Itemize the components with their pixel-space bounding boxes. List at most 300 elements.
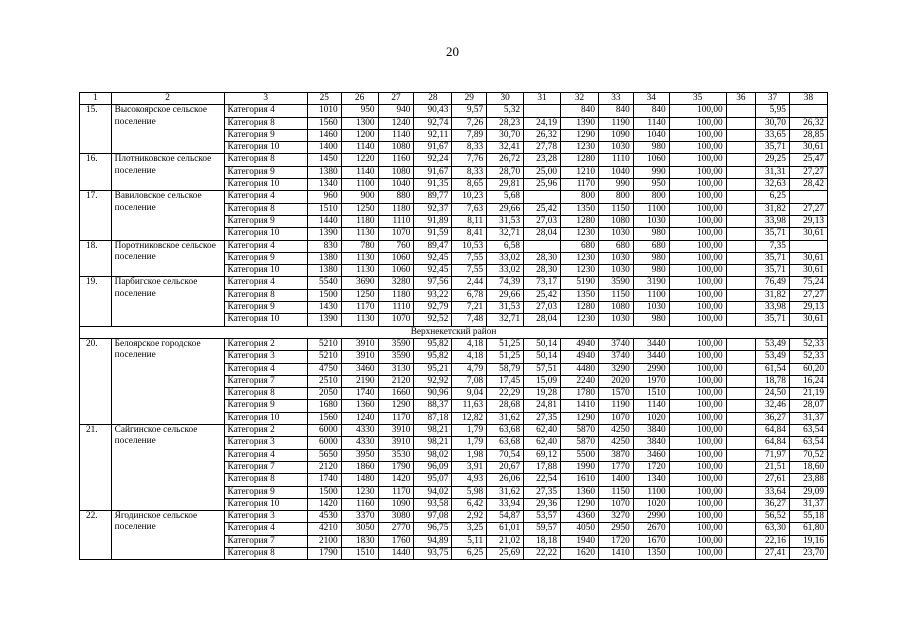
- value-cell: [524, 240, 561, 252]
- value-cell: 100,00: [669, 338, 726, 350]
- column-header: 36: [726, 93, 756, 105]
- value-cell: 31,31: [756, 166, 790, 178]
- value-cell: 30,70: [487, 129, 524, 141]
- value-cell: 51,25: [487, 351, 524, 363]
- value-cell: 29,66: [487, 289, 524, 301]
- value-cell: 90,96: [414, 388, 452, 400]
- category-cell: Категория 10: [224, 265, 307, 277]
- value-cell: 1760: [378, 535, 414, 547]
- value-cell: 98,21: [414, 437, 452, 449]
- category-cell: Категория 3: [224, 437, 307, 449]
- value-cell: 1300: [341, 117, 378, 129]
- value-cell: 100,00: [669, 363, 726, 375]
- category-cell: Категория 10: [224, 314, 307, 326]
- value-cell: 23,28: [524, 154, 561, 166]
- value-cell: 5190: [561, 277, 599, 289]
- value-cell: 15,09: [524, 375, 561, 387]
- value-cell: 8,11: [452, 215, 487, 227]
- value-cell: 3460: [633, 449, 669, 461]
- value-cell: 53,57: [524, 511, 561, 523]
- value-cell: 95,82: [414, 351, 452, 363]
- value-cell: 87,18: [414, 412, 452, 424]
- value-cell: 18,60: [789, 461, 827, 473]
- value-cell: 3910: [341, 351, 378, 363]
- value-cell: 92,79: [414, 302, 452, 314]
- value-cell: 19,16: [789, 535, 827, 547]
- value-cell: 1140: [341, 142, 378, 154]
- value-cell: 100,00: [669, 498, 726, 510]
- value-cell: 1080: [378, 166, 414, 178]
- value-cell: 30,61: [789, 252, 827, 264]
- value-cell: 3270: [598, 511, 633, 523]
- value-cell: 1290: [378, 400, 414, 412]
- value-cell: 97,08: [414, 511, 452, 523]
- value-cell: 24,19: [524, 117, 561, 129]
- category-cell: Категория 4: [224, 277, 307, 289]
- value-cell: 1450: [307, 154, 341, 166]
- value-cell: 3590: [598, 277, 633, 289]
- value-cell: 74,39: [487, 277, 524, 289]
- value-cell: 3,25: [452, 523, 487, 535]
- value-cell: 91,67: [414, 142, 452, 154]
- region-title: Верхнекетский район: [80, 326, 828, 338]
- value-cell: 4,18: [452, 351, 487, 363]
- value-cell: 1170: [378, 412, 414, 424]
- value-cell: 61,54: [756, 363, 790, 375]
- value-cell: 1570: [598, 388, 633, 400]
- value-cell: 32,46: [756, 400, 790, 412]
- value-cell: 2510: [307, 375, 341, 387]
- value-cell: 100,00: [669, 351, 726, 363]
- value-cell: 5210: [307, 338, 341, 350]
- value-cell: 32,63: [756, 179, 790, 191]
- value-cell: 91,35: [414, 179, 452, 191]
- value-cell: 61,80: [789, 523, 827, 535]
- value-cell: 100,00: [669, 265, 726, 277]
- value-cell: 830: [307, 240, 341, 252]
- value-cell: 880: [378, 191, 414, 203]
- value-cell: 8,65: [452, 179, 487, 191]
- category-cell: Категория 3: [224, 511, 307, 523]
- value-cell: 100,00: [669, 203, 726, 215]
- value-cell: 1130: [341, 265, 378, 277]
- value-cell: 800: [633, 191, 669, 203]
- value-cell: 980: [633, 265, 669, 277]
- value-cell: 5870: [561, 425, 599, 437]
- value-cell: [726, 240, 756, 252]
- value-cell: 1280: [561, 215, 599, 227]
- value-cell: 1070: [598, 498, 633, 510]
- value-cell: 2100: [307, 535, 341, 547]
- value-cell: 56,52: [756, 511, 790, 523]
- value-cell: 25,42: [524, 203, 561, 215]
- value-cell: [726, 265, 756, 277]
- value-cell: 1180: [341, 215, 378, 227]
- settlement-name: Парбигское сельское поселение: [111, 277, 224, 326]
- value-cell: 54,87: [487, 511, 524, 523]
- value-cell: 1090: [598, 129, 633, 141]
- value-cell: 1170: [378, 486, 414, 498]
- value-cell: 21,51: [756, 461, 790, 473]
- column-header: 27: [378, 93, 414, 105]
- value-cell: 7,55: [452, 265, 487, 277]
- value-cell: 7,35: [756, 240, 790, 252]
- value-cell: 35,71: [756, 228, 790, 240]
- value-cell: 1090: [378, 498, 414, 510]
- value-cell: 6000: [307, 437, 341, 449]
- value-cell: 63,68: [487, 437, 524, 449]
- value-cell: 28,23: [487, 117, 524, 129]
- category-cell: Категория 8: [224, 547, 307, 559]
- value-cell: 980: [633, 228, 669, 240]
- value-cell: 27,03: [524, 302, 561, 314]
- value-cell: 69,12: [524, 449, 561, 461]
- value-cell: 1290: [561, 412, 599, 424]
- value-cell: 3590: [378, 351, 414, 363]
- category-cell: Категория 9: [224, 129, 307, 141]
- value-cell: 30,70: [756, 117, 790, 129]
- value-cell: 1970: [633, 375, 669, 387]
- value-cell: 100,00: [669, 105, 726, 117]
- value-cell: 97,56: [414, 277, 452, 289]
- value-cell: 680: [561, 240, 599, 252]
- value-cell: 1160: [378, 154, 414, 166]
- value-cell: 26,72: [487, 154, 524, 166]
- value-cell: 95,21: [414, 363, 452, 375]
- value-cell: 7,26: [452, 117, 487, 129]
- value-cell: 1150: [598, 289, 633, 301]
- row-number: 17.: [80, 191, 112, 240]
- value-cell: 1060: [633, 154, 669, 166]
- value-cell: 1150: [598, 486, 633, 498]
- value-cell: 2,44: [452, 277, 487, 289]
- value-cell: 1940: [561, 535, 599, 547]
- column-header: 37: [756, 93, 790, 105]
- value-cell: 100,00: [669, 129, 726, 141]
- value-cell: 1830: [341, 535, 378, 547]
- value-cell: 1350: [561, 203, 599, 215]
- value-cell: 58,79: [487, 363, 524, 375]
- value-cell: 6,25: [756, 191, 790, 203]
- value-cell: 7,63: [452, 203, 487, 215]
- value-cell: 31,62: [487, 486, 524, 498]
- value-cell: 26,32: [789, 117, 827, 129]
- value-cell: 1420: [378, 474, 414, 486]
- value-cell: 2770: [378, 523, 414, 535]
- value-cell: 1230: [561, 265, 599, 277]
- value-cell: 33,64: [756, 486, 790, 498]
- value-cell: 1160: [341, 498, 378, 510]
- header-row: [80, 93, 828, 105]
- value-cell: 64,84: [756, 425, 790, 437]
- value-cell: 1620: [561, 547, 599, 559]
- value-cell: 1670: [633, 535, 669, 547]
- value-cell: 2240: [561, 375, 599, 387]
- value-cell: 25,96: [524, 179, 561, 191]
- value-cell: 33,94: [487, 498, 524, 510]
- settlement-name: Белоярское городское поселение: [111, 338, 224, 424]
- value-cell: 3910: [378, 437, 414, 449]
- value-cell: 1280: [561, 302, 599, 314]
- value-cell: [726, 166, 756, 178]
- value-cell: 29,81: [487, 179, 524, 191]
- value-cell: 25,69: [487, 547, 524, 559]
- value-cell: 9,04: [452, 388, 487, 400]
- value-cell: [726, 351, 756, 363]
- value-cell: 1740: [341, 388, 378, 400]
- value-cell: 1500: [307, 486, 341, 498]
- category-cell: Категория 4: [224, 363, 307, 375]
- value-cell: [524, 191, 561, 203]
- value-cell: 53,49: [756, 351, 790, 363]
- value-cell: 3050: [341, 523, 378, 535]
- table-row: [80, 191, 828, 203]
- settlement-name: Плотниковское сельское поселение: [111, 154, 224, 191]
- category-cell: Категория 4: [224, 240, 307, 252]
- value-cell: 6,42: [452, 498, 487, 510]
- value-cell: 4250: [598, 437, 633, 449]
- value-cell: 100,00: [669, 240, 726, 252]
- value-cell: [726, 437, 756, 449]
- value-cell: 100,00: [669, 547, 726, 559]
- value-cell: 3370: [341, 511, 378, 523]
- category-cell: Категория 10: [224, 142, 307, 154]
- value-cell: 100,00: [669, 474, 726, 486]
- value-cell: 100,00: [669, 215, 726, 227]
- value-cell: 1240: [378, 117, 414, 129]
- value-cell: [726, 314, 756, 326]
- category-cell: Категория 9: [224, 166, 307, 178]
- value-cell: 94,89: [414, 535, 452, 547]
- value-cell: 1030: [633, 215, 669, 227]
- column-header: 1: [80, 93, 112, 105]
- value-cell: 960: [307, 191, 341, 203]
- value-cell: 22,22: [524, 547, 561, 559]
- value-cell: 57,51: [524, 363, 561, 375]
- value-cell: [726, 105, 756, 117]
- table-row: [80, 277, 828, 289]
- value-cell: [726, 449, 756, 461]
- value-cell: [726, 486, 756, 498]
- value-cell: 1360: [561, 486, 599, 498]
- category-cell: Категория 8: [224, 117, 307, 129]
- value-cell: 100,00: [669, 191, 726, 203]
- column-header: 28: [414, 93, 452, 105]
- column-header: 35: [669, 93, 726, 105]
- value-cell: 5870: [561, 437, 599, 449]
- value-cell: 28,42: [789, 179, 827, 191]
- value-cell: 98,02: [414, 449, 452, 461]
- value-cell: 22,16: [756, 535, 790, 547]
- value-cell: [726, 228, 756, 240]
- value-cell: 780: [341, 240, 378, 252]
- value-cell: 1230: [561, 142, 599, 154]
- value-cell: 1740: [307, 474, 341, 486]
- column-header: 25: [307, 93, 341, 105]
- value-cell: 1030: [598, 142, 633, 154]
- value-cell: 100,00: [669, 437, 726, 449]
- value-cell: 1230: [561, 228, 599, 240]
- value-cell: 33,02: [487, 252, 524, 264]
- value-cell: 1390: [561, 117, 599, 129]
- value-cell: 100,00: [669, 277, 726, 289]
- value-cell: 31,53: [487, 215, 524, 227]
- category-cell: Категория 8: [224, 154, 307, 166]
- value-cell: 980: [633, 142, 669, 154]
- category-cell: Категория 4: [224, 191, 307, 203]
- value-cell: 27,03: [524, 215, 561, 227]
- value-cell: 29,09: [789, 486, 827, 498]
- value-cell: 6,25: [452, 547, 487, 559]
- category-cell: Категория 8: [224, 388, 307, 400]
- value-cell: [726, 412, 756, 424]
- value-cell: 3910: [378, 425, 414, 437]
- value-cell: 18,78: [756, 375, 790, 387]
- column-header: 29: [452, 93, 487, 105]
- value-cell: 3530: [378, 449, 414, 461]
- value-cell: 29,13: [789, 215, 827, 227]
- value-cell: 3130: [378, 363, 414, 375]
- value-cell: 24,81: [524, 400, 561, 412]
- value-cell: 26,32: [524, 129, 561, 141]
- value-cell: 3280: [378, 277, 414, 289]
- value-cell: 100,00: [669, 511, 726, 523]
- value-cell: 1,79: [452, 425, 487, 437]
- value-cell: [726, 474, 756, 486]
- value-cell: 680: [598, 240, 633, 252]
- value-cell: 4,79: [452, 363, 487, 375]
- value-cell: 4330: [341, 425, 378, 437]
- value-cell: 1410: [561, 400, 599, 412]
- row-number: 19.: [80, 277, 112, 326]
- value-cell: 4480: [561, 363, 599, 375]
- value-cell: 63,54: [789, 437, 827, 449]
- value-cell: 1100: [633, 289, 669, 301]
- column-header: 26: [341, 93, 378, 105]
- value-cell: 6,78: [452, 289, 487, 301]
- value-cell: 92,24: [414, 154, 452, 166]
- value-cell: 1060: [378, 265, 414, 277]
- value-cell: 96,75: [414, 523, 452, 535]
- column-header: 31: [524, 93, 561, 105]
- value-cell: 840: [561, 105, 599, 117]
- value-cell: 1080: [598, 302, 633, 314]
- value-cell: [726, 498, 756, 510]
- value-cell: 840: [598, 105, 633, 117]
- value-cell: [789, 191, 827, 203]
- value-cell: 4530: [307, 511, 341, 523]
- value-cell: 5,11: [452, 535, 487, 547]
- value-cell: 27,27: [789, 203, 827, 215]
- value-cell: 840: [633, 105, 669, 117]
- category-cell: Категория 8: [224, 474, 307, 486]
- value-cell: 1070: [378, 228, 414, 240]
- category-cell: Категория 10: [224, 412, 307, 424]
- value-cell: 6,58: [487, 240, 524, 252]
- value-cell: [726, 400, 756, 412]
- value-cell: 1680: [307, 400, 341, 412]
- value-cell: 100,00: [669, 166, 726, 178]
- value-cell: 90,43: [414, 105, 452, 117]
- value-cell: 1070: [598, 412, 633, 424]
- settlement-name: Поротниковское сельское поселение: [111, 240, 224, 277]
- value-cell: 5650: [307, 449, 341, 461]
- table-row: [80, 425, 828, 437]
- value-cell: [726, 179, 756, 191]
- value-cell: 1070: [378, 314, 414, 326]
- value-cell: 1860: [341, 461, 378, 473]
- value-cell: [726, 425, 756, 437]
- value-cell: 1230: [341, 486, 378, 498]
- value-cell: 100,00: [669, 486, 726, 498]
- value-cell: 1280: [561, 154, 599, 166]
- value-cell: 2020: [598, 375, 633, 387]
- value-cell: 1100: [341, 179, 378, 191]
- value-cell: [726, 117, 756, 129]
- value-cell: 3840: [633, 425, 669, 437]
- value-cell: 950: [341, 105, 378, 117]
- page-number: 20: [446, 44, 459, 59]
- value-cell: 4940: [561, 351, 599, 363]
- value-cell: 32,71: [487, 314, 524, 326]
- settlement-name: Высокоярское сельское поселение: [111, 105, 224, 154]
- value-cell: 75,24: [789, 277, 827, 289]
- row-number: 20.: [80, 338, 112, 424]
- value-cell: 1510: [307, 203, 341, 215]
- data-table: [79, 92, 828, 560]
- value-cell: 91,67: [414, 166, 452, 178]
- value-cell: 1790: [307, 547, 341, 559]
- value-cell: 29,66: [487, 203, 524, 215]
- category-cell: Категория 8: [224, 203, 307, 215]
- value-cell: 92,37: [414, 203, 452, 215]
- value-cell: 18,18: [524, 535, 561, 547]
- value-cell: 60,20: [789, 363, 827, 375]
- value-cell: 32,71: [487, 228, 524, 240]
- value-cell: 2,92: [452, 511, 487, 523]
- value-cell: 1250: [341, 289, 378, 301]
- value-cell: 1360: [341, 400, 378, 412]
- category-cell: Категория 7: [224, 461, 307, 473]
- value-cell: 50,14: [524, 338, 561, 350]
- value-cell: 8,41: [452, 228, 487, 240]
- category-cell: Категория 9: [224, 302, 307, 314]
- value-cell: 4050: [561, 523, 599, 535]
- value-cell: 1020: [633, 498, 669, 510]
- value-cell: 100,00: [669, 314, 726, 326]
- value-cell: 12,82: [452, 412, 487, 424]
- value-cell: 92,45: [414, 265, 452, 277]
- settlement-name: Сайгинское сельское поселение: [111, 425, 224, 511]
- value-cell: 73,17: [524, 277, 561, 289]
- column-header: 2: [111, 93, 224, 105]
- value-cell: [726, 154, 756, 166]
- value-cell: 1140: [633, 117, 669, 129]
- row-number: 21.: [80, 425, 112, 511]
- row-number: 16.: [80, 154, 112, 191]
- value-cell: 1150: [598, 203, 633, 215]
- value-cell: 1030: [598, 252, 633, 264]
- value-cell: 1110: [598, 154, 633, 166]
- value-cell: 100,00: [669, 388, 726, 400]
- value-cell: 1340: [307, 179, 341, 191]
- value-cell: 100,00: [669, 412, 726, 424]
- value-cell: 1420: [307, 498, 341, 510]
- value-cell: 1180: [378, 203, 414, 215]
- value-cell: 61,01: [487, 523, 524, 535]
- value-cell: 28,04: [524, 314, 561, 326]
- value-cell: 2670: [633, 523, 669, 535]
